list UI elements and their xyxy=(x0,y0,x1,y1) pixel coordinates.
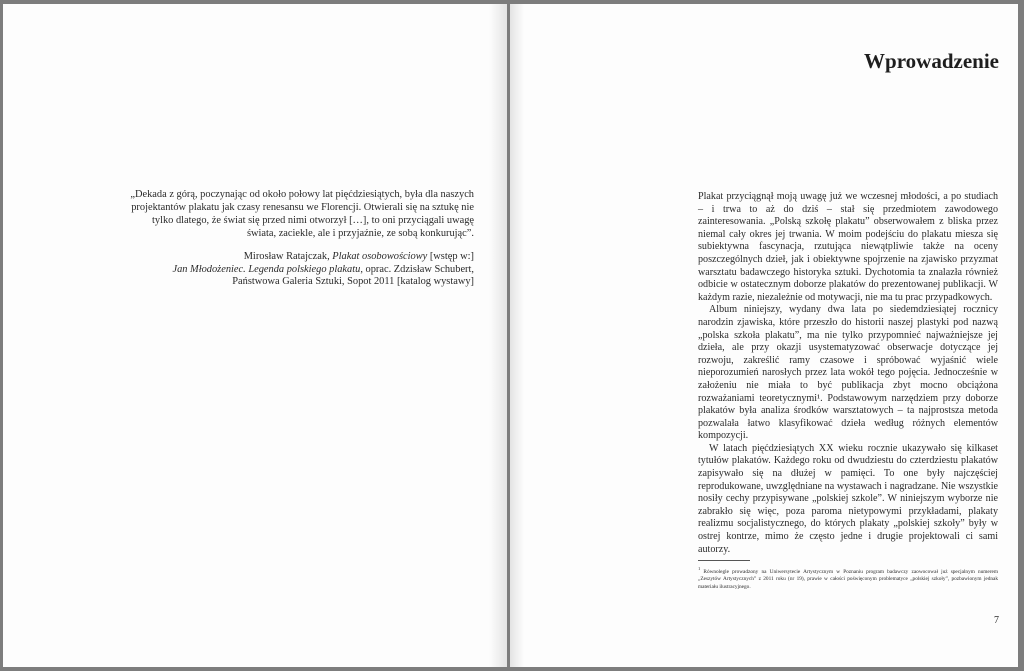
epigraph-quote: „Dekada z górą, poczynając od około połowy lat pięćdziesiątych, była dla naszych projektantów plakatu jak czasy renesansu we Florencji. Otwierali się na sztukę nie tylko dlatego, że świat się przed nimi otworzył […], to oni przyciągali uwagę świata, zaciekle, ale i przyjaźnie, ze sobą konkurując”. xyxy=(130,189,474,239)
paragraph-3: W latach pięćdziesiątych XX wieku rocznie ukazywało się kilkaset tytułów plakatów. Każdego roku od dwudziestu do czterdziestu plakatów zapisywało się na dłużej w pamięci. To one były najczęściej reprodukowane, uwzględniane na wystawach i nagradzane. Nie wszystkie nosiły cechy przypisywane „polskiej szkole”. W niniejszym wyborze nie zabrakło się więc, poza paroma nietypowymi przykładami, plakaty realizmu socjalistycznego, do których plakaty „polskiej szkoły” były w ostrej kontrze, mimo że często jedne i drugie projektowali ci sami autorzy. xyxy=(698,442,998,555)
footnote-rule xyxy=(698,560,750,561)
epigraph-source xyxy=(123,251,474,290)
paragraph-1: Plakat przyciągnął moją uwagę już we wczesnej młodości, a po studiach – i trwa to aż do dziś – stał się przedmiotem zawodowego zainteresowania. „Polską szkołę plakatu” obserwowałem z bliska przez niemal cały okres jej trwania. W moim podejściu do plakatu miesza się subiektywna fascynacja, rzutująca niewątpliwie także na oceny poszczególnych dzieł, jak i obiektywne spojrzenie na zjawisko przyzmat warsztatu badawczego historyka sztuki. Dychotomia ta znalazła również odbicie w ostatecznym doborze plakatów do prezentowanej publikacji. W każdym razie, niezależnie od motywacji, nie ma tu prac przypadkowych. xyxy=(698,191,998,303)
gutter-shadow xyxy=(510,4,524,667)
source-author: Mirosław Ratajczak, xyxy=(243,250,330,262)
source-note: [wstęp w:] xyxy=(429,250,474,262)
gutter-shadow xyxy=(489,4,507,667)
paragraph-2: Album niniejszy, wydany dwa lata po siedemdziesiątej rocznicy narodzin zjawiska, które przeszło do historii naszej plastyki pod nazwą „polska szkoła plakatu”, ma nie tylko przypomnieć najważniejsze jej dzieła, ale przy okazji usystematyzować obserwacje dotyczące jej rozwoju, zakreślić ramy czasowe i spróbować wyjaśnić wiele nieporozumień narosłych przez lata wokół tego pojęcia. Jednocześnie w założeniu nie miała to być publikacja zbyt mocno obciążona rozważaniami teoretycznymi¹. Podstawowym narzędziem przy doborze plakatów była analiza środków warsztatowych – ta najprostsza metoda pozwalała łatwo klasyfikować dzieła według różnych elementów kompozycji. xyxy=(698,304,998,442)
source-rest: , oprac. Zdzisław Schubert, Państwowa Galeria Sztuki, Sopot 2011 [katalog wystawy] xyxy=(232,263,474,288)
page-number: 7 xyxy=(994,615,999,626)
chapter-heading: Wprowadzenie xyxy=(864,49,999,73)
epigraph xyxy=(123,189,474,289)
body-text xyxy=(698,191,998,556)
footnote-text: Równolegle prowadzony na Uniwersytecie Artystycznym w Poznaniu program badawczy zaowocował już specjalnym numerem „Zeszytów Artystycznych” z 2011 roku (nr 19), prawie w całości poświęconym problematyce „polskiej szkoły”, pozbawionym jednak materiału ilustracyjnego. xyxy=(698,568,998,590)
left-page xyxy=(3,4,507,667)
right-page xyxy=(510,4,1018,667)
source-title-2: Jan Młodożeniec. Legenda polskiego plakatu xyxy=(172,263,361,275)
source-title-1: Plakat osobowościowy xyxy=(332,250,428,262)
footnote-mark: 1 xyxy=(698,566,701,571)
footnote xyxy=(698,565,998,591)
